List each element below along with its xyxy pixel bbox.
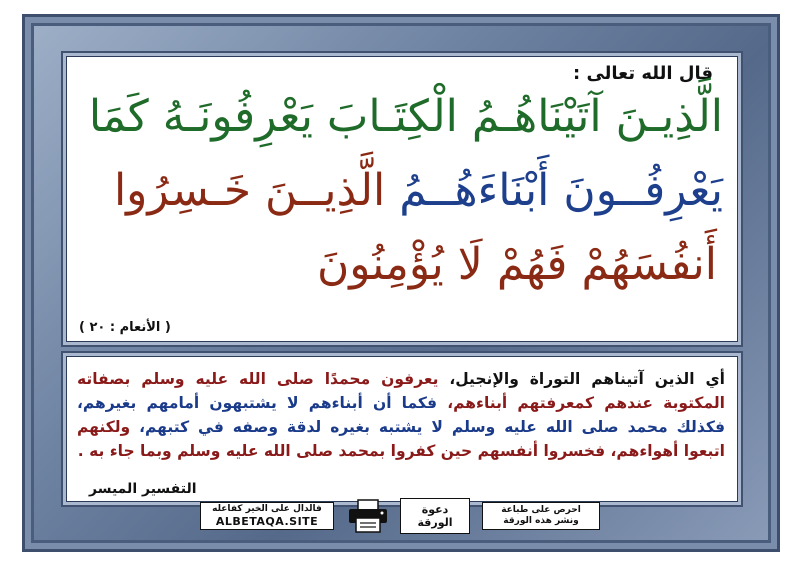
tafsir-source: التفسير الميسر (89, 481, 197, 497)
verse-line-2 (81, 165, 723, 216)
site-box (200, 502, 334, 530)
site-url: ALBETAQA.SITE (215, 515, 319, 528)
print-reminder-2: ونشر هذه الورقة (503, 516, 579, 526)
tafsir-panel (66, 356, 738, 502)
tafsir-text (77, 367, 725, 463)
printer-icon (346, 498, 390, 534)
verse-intro: قال الله تعالى : (572, 63, 713, 84)
tafsir-part-3: فكما أن أبناءهم لا يشتبهون أمامهم بغيرهم، فكذلك محمد صلى الله عليه وسلم لا يشتبه بغيره لدقة وصفه في كتبهم، (77, 394, 725, 436)
footer-bar (200, 498, 600, 540)
logo-line-1: دعوة (421, 503, 449, 516)
tafsir-part-4: ولكنهم اتبعوا أهواءهم، فخسروا أنفسهم حين كفروا بمحمد صلى الله عليه وسلم وبما جاء به . (77, 418, 725, 460)
verse-line-3: أَنفُسَهُمْ فَهُمْ لَا يُؤْمِنُونَ (316, 239, 717, 290)
print-reminder-box (482, 502, 600, 530)
verse-reference: ( الأنعام : ٢٠ ) (79, 320, 171, 335)
logo-line-2: الورقة (417, 516, 453, 529)
tafsir-part-2: يعرفون محمدًا صلى الله عليه وسلم بصفاته المكتوبة عندهم كمعرفتهم أبناءهم، (77, 370, 725, 412)
tafsir-part-1: أي الذين آتيناهم التوراة والإنجيل، (438, 370, 725, 388)
site-slogan: فالدال على الخير كفاعله (212, 504, 322, 514)
print-reminder-1: احرص على طباعة (501, 505, 581, 515)
verse-line-2-red: الَّذِيــنَ خَـسِرُوا (113, 165, 386, 216)
dawat-alwaraqa-logo (400, 498, 470, 534)
verse-panel (66, 56, 738, 342)
verse-line-1: الَّذِيـنَ آتَيْنَاهُـمُ الْكِتَـابَ يَعْرِفُونَـهُ كَمَا (88, 91, 723, 142)
verse-line-2-blue: يَعْرِفُــونَ أَبْنَاءَهُــمُ (399, 165, 723, 216)
